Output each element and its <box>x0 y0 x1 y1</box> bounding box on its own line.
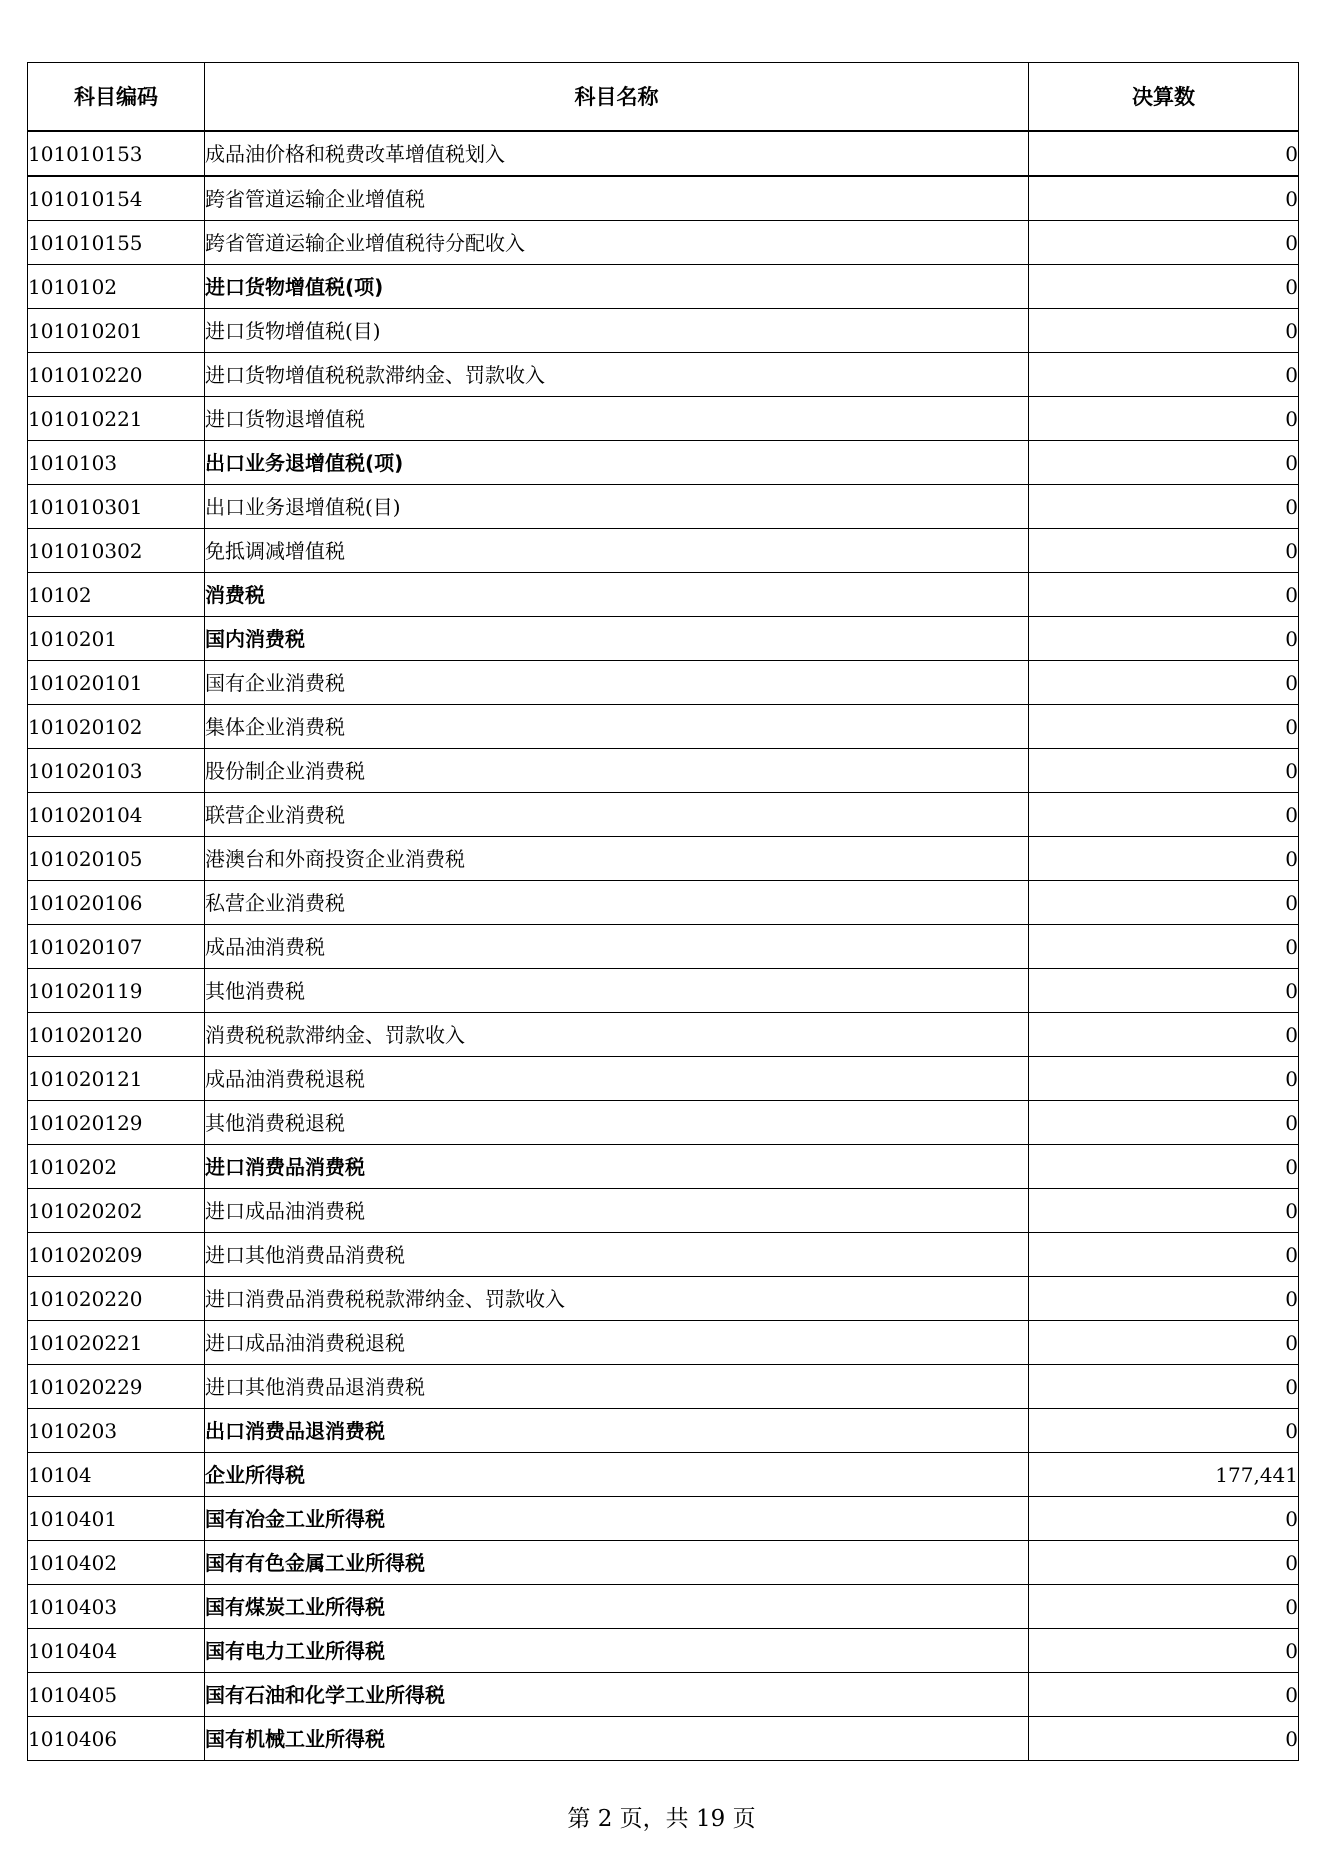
row-value: 0 <box>1029 617 1299 661</box>
table-row <box>28 1629 1299 1673</box>
table-row <box>28 1057 1299 1101</box>
row-code: 101010154 <box>28 176 205 221</box>
table-row <box>28 969 1299 1013</box>
row-value: 0 <box>1029 131 1299 176</box>
row-name: 进口其他消费品消费税 <box>205 1233 1029 1277</box>
row-code: 1010406 <box>28 1717 205 1761</box>
row-code: 1010402 <box>28 1541 205 1585</box>
header-name: 科目名称 <box>205 63 1029 132</box>
row-code: 1010405 <box>28 1673 205 1717</box>
table-row <box>28 1717 1299 1761</box>
table-row <box>28 1497 1299 1541</box>
row-value: 0 <box>1029 1321 1299 1365</box>
row-code: 1010103 <box>28 441 205 485</box>
row-code: 101010220 <box>28 353 205 397</box>
table-row <box>28 793 1299 837</box>
row-value: 0 <box>1029 1629 1299 1673</box>
row-name: 国有冶金工业所得税 <box>205 1497 1029 1541</box>
row-code: 10104 <box>28 1453 205 1497</box>
row-name: 出口消费品退消费税 <box>205 1409 1029 1453</box>
row-name: 进口其他消费品退消费税 <box>205 1365 1029 1409</box>
row-value: 0 <box>1029 573 1299 617</box>
table-row <box>28 1321 1299 1365</box>
row-value: 0 <box>1029 529 1299 573</box>
row-name: 跨省管道运输企业增值税 <box>205 176 1029 221</box>
table-row <box>28 925 1299 969</box>
row-code: 1010203 <box>28 1409 205 1453</box>
table-row <box>28 1673 1299 1717</box>
row-value: 0 <box>1029 485 1299 529</box>
row-value: 0 <box>1029 441 1299 485</box>
table-row <box>28 1277 1299 1321</box>
row-name: 进口货物增值税税款滞纳金、罚款收入 <box>205 353 1029 397</box>
row-value: 0 <box>1029 969 1299 1013</box>
row-name: 出口业务退增值税(项) <box>205 441 1029 485</box>
row-value: 177,441 <box>1029 1453 1299 1497</box>
row-value: 0 <box>1029 1497 1299 1541</box>
table-row <box>28 397 1299 441</box>
row-code: 1010404 <box>28 1629 205 1673</box>
table-row <box>28 221 1299 265</box>
row-code: 10102 <box>28 573 205 617</box>
table-row <box>28 1585 1299 1629</box>
row-code: 1010401 <box>28 1497 205 1541</box>
row-name: 国有机械工业所得税 <box>205 1717 1029 1761</box>
row-value: 0 <box>1029 221 1299 265</box>
table-row <box>28 837 1299 881</box>
row-value: 0 <box>1029 1277 1299 1321</box>
row-value: 0 <box>1029 1013 1299 1057</box>
row-value: 0 <box>1029 1717 1299 1761</box>
row-code: 101020102 <box>28 705 205 749</box>
row-name: 免抵调减增值税 <box>205 529 1029 573</box>
row-name: 进口消费品消费税 <box>205 1145 1029 1189</box>
table-row <box>28 573 1299 617</box>
row-code: 101010155 <box>28 221 205 265</box>
row-code: 101010302 <box>28 529 205 573</box>
row-value: 0 <box>1029 1101 1299 1145</box>
row-name: 进口货物增值税(项) <box>205 265 1029 309</box>
row-code: 101020106 <box>28 881 205 925</box>
row-value: 0 <box>1029 309 1299 353</box>
row-name: 联营企业消费税 <box>205 793 1029 837</box>
row-name: 进口成品油消费税退税 <box>205 1321 1029 1365</box>
row-name: 国有有色金属工业所得税 <box>205 1541 1029 1585</box>
table-row <box>28 131 1299 176</box>
row-name: 其他消费税退税 <box>205 1101 1029 1145</box>
row-code: 101020104 <box>28 793 205 837</box>
table-row <box>28 1453 1299 1497</box>
row-name: 成品油消费税 <box>205 925 1029 969</box>
row-value: 0 <box>1029 1409 1299 1453</box>
table-row <box>28 353 1299 397</box>
row-name: 集体企业消费税 <box>205 705 1029 749</box>
row-name: 私营企业消费税 <box>205 881 1029 925</box>
table-row <box>28 661 1299 705</box>
row-name: 成品油消费税退税 <box>205 1057 1029 1101</box>
row-value: 0 <box>1029 837 1299 881</box>
row-value: 0 <box>1029 793 1299 837</box>
table-row <box>28 1189 1299 1233</box>
row-code: 101020107 <box>28 925 205 969</box>
row-value: 0 <box>1029 1189 1299 1233</box>
row-code: 101020202 <box>28 1189 205 1233</box>
row-code: 1010201 <box>28 617 205 661</box>
row-code: 101020220 <box>28 1277 205 1321</box>
row-name: 成品油价格和税费改革增值税划入 <box>205 131 1029 176</box>
row-name: 港澳台和外商投资企业消费税 <box>205 837 1029 881</box>
row-name: 进口货物退增值税 <box>205 397 1029 441</box>
table-row <box>28 1409 1299 1453</box>
row-name: 出口业务退增值税(目) <box>205 485 1029 529</box>
table-row <box>28 265 1299 309</box>
table-row <box>28 1013 1299 1057</box>
row-code: 1010102 <box>28 265 205 309</box>
table-header-row <box>28 63 1299 132</box>
row-code: 101020129 <box>28 1101 205 1145</box>
table-row <box>28 1233 1299 1277</box>
header-code: 科目编码 <box>28 63 205 132</box>
row-code: 101020103 <box>28 749 205 793</box>
row-code: 1010202 <box>28 1145 205 1189</box>
row-value: 0 <box>1029 1541 1299 1585</box>
row-code: 101010301 <box>28 485 205 529</box>
row-code: 101020221 <box>28 1321 205 1365</box>
table-row <box>28 1365 1299 1409</box>
row-name: 企业所得税 <box>205 1453 1029 1497</box>
table-row <box>28 1541 1299 1585</box>
row-code: 101020101 <box>28 661 205 705</box>
row-code: 101010201 <box>28 309 205 353</box>
row-name: 进口货物增值税(目) <box>205 309 1029 353</box>
row-value: 0 <box>1029 1057 1299 1101</box>
row-name: 跨省管道运输企业增值税待分配收入 <box>205 221 1029 265</box>
budget-table <box>27 62 1299 1761</box>
row-name: 国有煤炭工业所得税 <box>205 1585 1029 1629</box>
row-value: 0 <box>1029 1145 1299 1189</box>
row-value: 0 <box>1029 881 1299 925</box>
table-row <box>28 881 1299 925</box>
table-row <box>28 617 1299 661</box>
row-name: 消费税税款滞纳金、罚款收入 <box>205 1013 1029 1057</box>
row-name: 国有电力工业所得税 <box>205 1629 1029 1673</box>
row-code: 101020229 <box>28 1365 205 1409</box>
table-row <box>28 485 1299 529</box>
row-code: 101020120 <box>28 1013 205 1057</box>
row-name: 国内消费税 <box>205 617 1029 661</box>
row-value: 0 <box>1029 1673 1299 1717</box>
row-code: 101020121 <box>28 1057 205 1101</box>
row-name: 进口成品油消费税 <box>205 1189 1029 1233</box>
row-name: 股份制企业消费税 <box>205 749 1029 793</box>
row-name: 消费税 <box>205 573 1029 617</box>
row-code: 101020119 <box>28 969 205 1013</box>
row-value: 0 <box>1029 353 1299 397</box>
row-value: 0 <box>1029 705 1299 749</box>
row-name: 其他消费税 <box>205 969 1029 1013</box>
table-row <box>28 1145 1299 1189</box>
row-value: 0 <box>1029 1233 1299 1277</box>
table-body <box>28 131 1299 1761</box>
row-code: 101020209 <box>28 1233 205 1277</box>
page-footer: 第 2 页，共 19 页 <box>567 1806 756 1832</box>
table-row <box>28 441 1299 485</box>
table-row <box>28 309 1299 353</box>
row-name: 国有石油和化学工业所得税 <box>205 1673 1029 1717</box>
table-row <box>28 705 1299 749</box>
row-value: 0 <box>1029 749 1299 793</box>
table-row <box>28 1101 1299 1145</box>
row-value: 0 <box>1029 1585 1299 1629</box>
row-value: 0 <box>1029 925 1299 969</box>
row-name: 国有企业消费税 <box>205 661 1029 705</box>
row-value: 0 <box>1029 265 1299 309</box>
row-value: 0 <box>1029 397 1299 441</box>
row-value: 0 <box>1029 176 1299 221</box>
row-value: 0 <box>1029 1365 1299 1409</box>
row-value: 0 <box>1029 661 1299 705</box>
row-name: 进口消费品消费税税款滞纳金、罚款收入 <box>205 1277 1029 1321</box>
table-row <box>28 176 1299 221</box>
row-code: 101020105 <box>28 837 205 881</box>
table-row <box>28 529 1299 573</box>
header-value: 决算数 <box>1029 63 1299 132</box>
row-code: 101010221 <box>28 397 205 441</box>
row-code: 101010153 <box>28 131 205 176</box>
row-code: 1010403 <box>28 1585 205 1629</box>
table-row <box>28 749 1299 793</box>
